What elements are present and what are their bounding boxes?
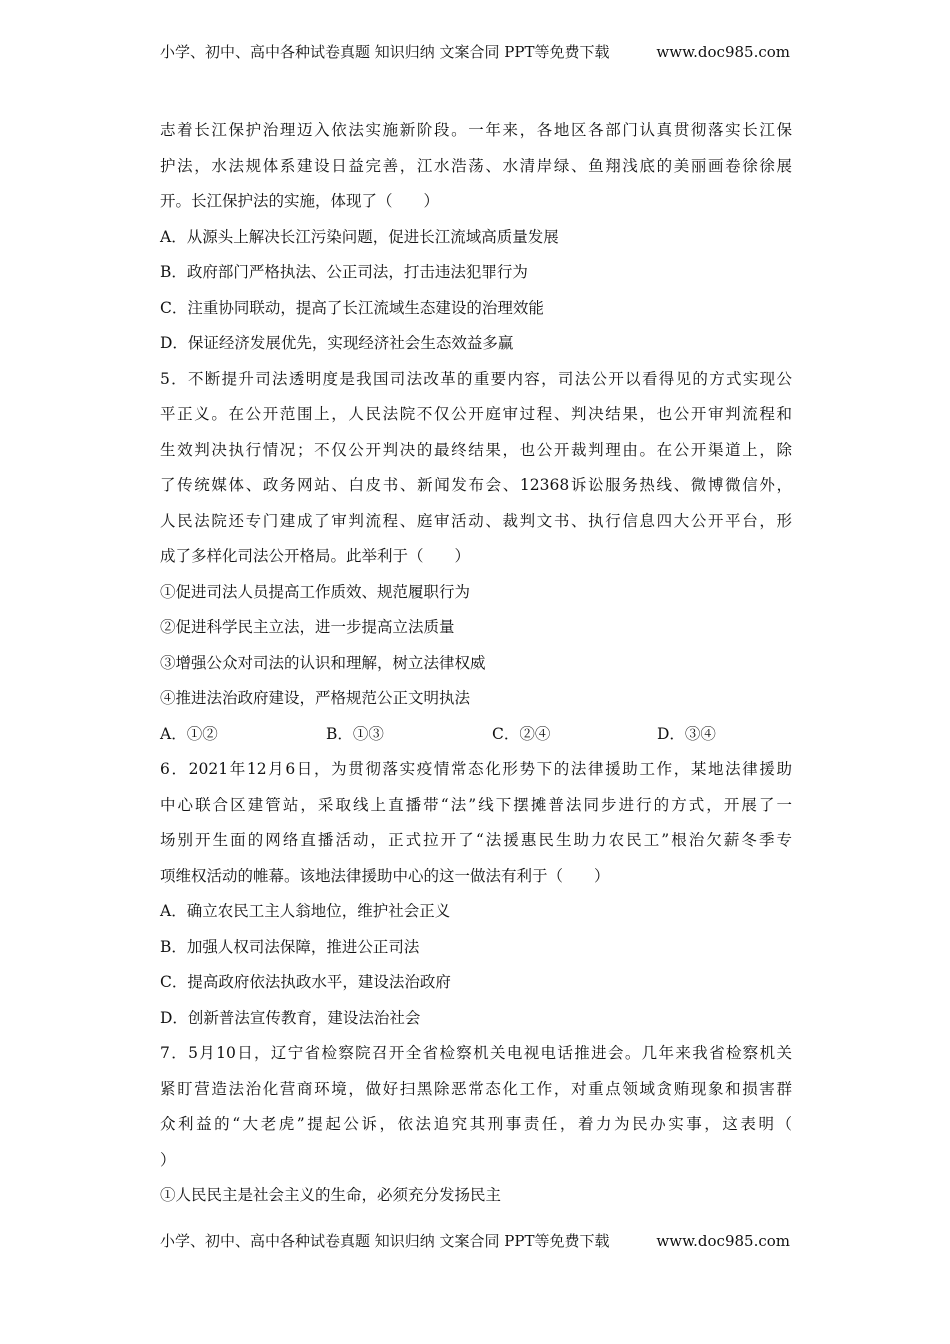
q5-stem-line: 成了多样化司法公开格局。此举利于（ ） [160,547,471,565]
footer-promo-text: 小学、初中、高中各种试卷真题 知识归纳 文案合同 PPT等免费下载 [160,1232,610,1250]
question-7 [160,1036,792,1214]
q5-stem-line: 平正义。在公开范围上，人民法院不仅公开庭审过程、判决结果，也公开审判流程和 [160,405,792,423]
q6-stem-line: 中心联合区建管站，采取线上直播带“法”线下摆摊普法同步进行的方式，开展了一 [160,795,792,814]
q6-option-c: C．提高政府依法执政水平，建设法治政府 [160,973,451,991]
question-6 [160,752,792,1036]
footer-website-url[interactable]: www.doc985.com [656,1232,790,1250]
q6-option-d: D．创新普法宣传教育，建设法治社会 [160,1008,421,1027]
q5-stem-line: 生效判决执行情况；不仅公开判决的最终结果，也公开裁判理由。在公开渠道上，除 [160,440,792,459]
q4-option-a: A．从源头上解决长江污染问题，促进长江流域高质量发展 [160,227,559,246]
q4-option-d: D．保证经济发展优先，实现经济社会生态效益多赢 [160,334,514,352]
q5-stem-line: 了传统媒体、政务网站、白皮书、新闻发布会、12368诉讼服务热线、微博微信外， [160,476,792,494]
q7-stem-line: 7．5月10日，辽宁省检察院召开全省检察机关电视电话推进会。几年来我省检察机关 [160,1044,792,1062]
q5-stem-line: 人民法院还专门建成了审判流程、庭审活动、裁判文书、执行信息四大公开平台，形 [160,511,792,530]
q5-statement-4: ④推进法治政府建设，严格规范公正文明执法 [160,689,471,707]
q6-stem-line: 项维权活动的帷幕。该地法律援助中心的这一做法有利于（ ） [160,866,610,885]
q6-option-b: B．加强人权司法保障，推进公正司法 [160,937,420,956]
q5-options-row [160,717,792,753]
q4-option-b: B．政府部门严格执法、公正司法，打击违法犯罪行为 [160,263,528,281]
q4-option-c: C．注重协同联动，提高了长江流域生态建设的治理效能 [160,298,544,317]
q5-statement-1: ①促进司法人员提高工作质效、规范履职行为 [160,582,471,601]
q7-stem-line: 紧盯营造法治化营商环境，做好扫黑除恶常态化工作，对重点领域贪贿现象和损害群 [160,1079,792,1098]
q4-stem-line: 护法，水法规体系建设日益完善，江水浩荡、水清岸绿、鱼翔浅底的美丽画卷徐徐展 [160,156,792,175]
exam-content [160,113,792,1214]
q6-option-a: A．确立农民工主人翁地位，维护社会正义 [160,902,451,920]
header-promo-text: 小学、初中、高中各种试卷真题 知识归纳 文案合同 PPT等免费下载 [160,43,610,61]
q5-statement-3: ③增强公众对司法的认识和理解，树立法律权威 [160,653,486,672]
question-5 [160,362,792,753]
q6-stem-line: 6．2021年12月6日，为贯彻落实疫情常态化形势下的法律援助工作，某地法律援助 [160,760,792,778]
q7-stem-line: ） [160,1150,176,1169]
q5-stem-line: 5．不断提升司法透明度是我国司法改革的重要内容，司法公开以看得见的方式实现公 [160,369,792,388]
page-header [160,40,790,64]
q7-stem-line: 众利益的“大老虎”提起公诉，依法追究其刑事责任，着力为民办实事，这表明（ [160,1115,792,1133]
header-website-url[interactable]: www.doc985.com [656,43,790,61]
q6-stem-line: 场别开生面的网络直播活动，正式拉开了“法援惠民生助力农民工”根治欠薪冬季专 [160,831,792,849]
q5-option-a: A．①② [160,724,218,743]
question-4 [160,113,792,362]
q5-statement-2: ②促进科学民主立法，进一步提高立法质量 [160,618,455,636]
q7-statement-1: ①人民民主是社会主义的生命，必须充分发扬民主 [160,1186,502,1204]
page-footer [160,1229,790,1253]
q5-option-b: B．①③ [326,724,384,743]
q4-stem-line: 开。长江保护法的实施，体现了（ ） [160,192,440,210]
q5-option-c: C．②④ [492,724,551,743]
q4-stem-line: 志着长江保护治理迈入依法实施新阶段。一年来，各地区各部门认真贯彻落实长江保 [160,121,792,139]
q5-option-d: D．③④ [657,724,716,743]
